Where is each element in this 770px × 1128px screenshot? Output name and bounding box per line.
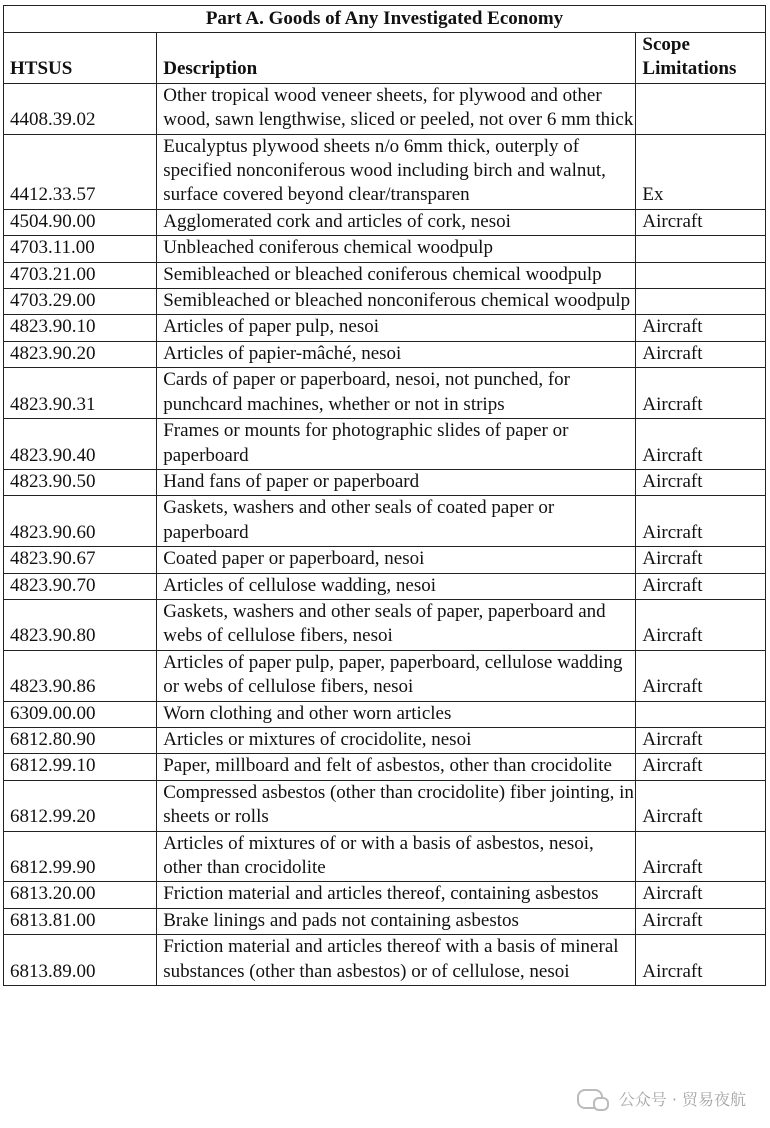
scope-limitation: Aircraft: [636, 754, 766, 780]
hts-code: 6813.20.00: [4, 882, 157, 908]
table-row: [4, 469, 766, 495]
description: Friction material and articles thereof, containing asbestos: [157, 882, 636, 908]
scope-limitation: [636, 262, 766, 288]
table-row: [4, 599, 766, 650]
hts-code: 6309.00.00: [4, 701, 157, 727]
description: Articles or mixtures of crocidolite, nesoi: [157, 727, 636, 753]
hts-code: 4823.90.40: [4, 419, 157, 470]
hts-code: 6812.80.90: [4, 727, 157, 753]
description: Agglomerated cork and articles of cork, nesoi: [157, 209, 636, 235]
table-row: [4, 134, 766, 209]
header-scope: Scope Limitations: [636, 33, 766, 84]
table-row: [4, 650, 766, 701]
description: Articles of paper pulp, nesoi: [157, 315, 636, 341]
title-row: [4, 6, 766, 33]
scope-limitation: Aircraft: [636, 831, 766, 882]
scope-limitation: Aircraft: [636, 573, 766, 599]
table-row: [4, 780, 766, 831]
scope-limitation: Aircraft: [636, 209, 766, 235]
hts-code: 6812.99.10: [4, 754, 157, 780]
table-row: [4, 262, 766, 288]
hts-code: 4408.39.02: [4, 83, 157, 134]
hts-code: 4703.11.00: [4, 236, 157, 262]
description: Brake linings and pads not containing asbestos: [157, 908, 636, 934]
scope-limitation: Aircraft: [636, 935, 766, 986]
description: Articles of cellulose wadding, nesoi: [157, 573, 636, 599]
watermark-text: 公众号 · 贸易夜航: [618, 1090, 746, 1109]
description: Semibleached or bleached coniferous chemical woodpulp: [157, 262, 636, 288]
table-row: [4, 341, 766, 367]
description: Other tropical wood veneer sheets, for plywood and other wood, sawn lengthwise, sliced or peeled, not over 6 mm thick: [157, 83, 636, 134]
hts-table: [3, 5, 766, 986]
scope-limitation: [636, 289, 766, 315]
table-row: [4, 882, 766, 908]
hts-code: 4823.90.20: [4, 341, 157, 367]
hts-code: 4823.90.86: [4, 650, 157, 701]
scope-limitation: Aircraft: [636, 882, 766, 908]
table-row: [4, 368, 766, 419]
description: Gaskets, washers and other seals of coated paper or paperboard: [157, 496, 636, 547]
description: Friction material and articles thereof with a basis of mineral substances (other than asbestos) or of cellulose, nesoi: [157, 935, 636, 986]
scope-limitation: [636, 236, 766, 262]
scope-limitation: Aircraft: [636, 469, 766, 495]
scope-limitation: Aircraft: [636, 727, 766, 753]
description: Articles of paper pulp, paper, paperboard, cellulose wadding or webs of cellulose fibers, nesoi: [157, 650, 636, 701]
description: Coated paper or paperboard, nesoi: [157, 547, 636, 573]
scope-limitation: Aircraft: [636, 650, 766, 701]
table-row: [4, 701, 766, 727]
description: Cards of paper or paperboard, nesoi, not punched, for punchcard machines, whether or not in strips: [157, 368, 636, 419]
scope-limitation: [636, 83, 766, 134]
table-row: [4, 547, 766, 573]
table-row: [4, 754, 766, 780]
scope-limitation: Aircraft: [636, 496, 766, 547]
scope-limitation: Aircraft: [636, 315, 766, 341]
table-row: [4, 573, 766, 599]
description: Articles of papier-mâché, nesoi: [157, 341, 636, 367]
description: Gaskets, washers and other seals of paper, paperboard and webs of cellulose fibers, nesoi: [157, 599, 636, 650]
hts-code: 4823.90.50: [4, 469, 157, 495]
hts-code: 4823.90.31: [4, 368, 157, 419]
header-description: Description: [157, 33, 636, 84]
table-row: [4, 236, 766, 262]
hts-code: 4823.90.80: [4, 599, 157, 650]
description: Compressed asbestos (other than crocidolite) fiber jointing, in sheets or rolls: [157, 780, 636, 831]
hts-code: 4504.90.00: [4, 209, 157, 235]
table-row: [4, 831, 766, 882]
description: Paper, millboard and felt of asbestos, other than crocidolite: [157, 754, 636, 780]
description: Worn clothing and other worn articles: [157, 701, 636, 727]
table-title: Part A. Goods of Any Investigated Economy: [4, 6, 766, 33]
hts-code: 6812.99.90: [4, 831, 157, 882]
description: Unbleached coniferous chemical woodpulp: [157, 236, 636, 262]
table-row: [4, 289, 766, 315]
table-row: [4, 496, 766, 547]
table-row: [4, 935, 766, 986]
table-row: [4, 209, 766, 235]
scope-limitation: [636, 701, 766, 727]
scope-limitation: Aircraft: [636, 368, 766, 419]
wechat-icon: [577, 1089, 603, 1109]
scope-limitation: Aircraft: [636, 419, 766, 470]
hts-code: 6813.89.00: [4, 935, 157, 986]
description: Eucalyptus plywood sheets n/o 6mm thick, outerply of specified nonconiferous wood including birch and walnut, surface covered beyond clear/transparen: [157, 134, 636, 209]
scope-limitation: Aircraft: [636, 780, 766, 831]
table-row: [4, 83, 766, 134]
hts-code: 4703.29.00: [4, 289, 157, 315]
watermark: [577, 1087, 746, 1110]
hts-code: 4823.90.67: [4, 547, 157, 573]
header-row: [4, 33, 766, 84]
scope-limitation: Aircraft: [636, 599, 766, 650]
hts-code: 4823.90.60: [4, 496, 157, 547]
table-row: [4, 419, 766, 470]
hts-code: 6813.81.00: [4, 908, 157, 934]
hts-code: 4823.90.70: [4, 573, 157, 599]
hts-code: 4823.90.10: [4, 315, 157, 341]
header-htsus: HTSUS: [4, 33, 157, 84]
table-row: [4, 315, 766, 341]
hts-code: 4412.33.57: [4, 134, 157, 209]
table-row: [4, 908, 766, 934]
description: Articles of mixtures of or with a basis of asbestos, nesoi, other than crocidolite: [157, 831, 636, 882]
description: Hand fans of paper or paperboard: [157, 469, 636, 495]
scope-limitation: Ex: [636, 134, 766, 209]
scope-limitation: Aircraft: [636, 547, 766, 573]
table-row: [4, 727, 766, 753]
hts-code: 6812.99.20: [4, 780, 157, 831]
scope-limitation: Aircraft: [636, 341, 766, 367]
hts-code: 4703.21.00: [4, 262, 157, 288]
scope-limitation: Aircraft: [636, 908, 766, 934]
description: Semibleached or bleached nonconiferous chemical woodpulp: [157, 289, 636, 315]
description: Frames or mounts for photographic slides of paper or paperboard: [157, 419, 636, 470]
